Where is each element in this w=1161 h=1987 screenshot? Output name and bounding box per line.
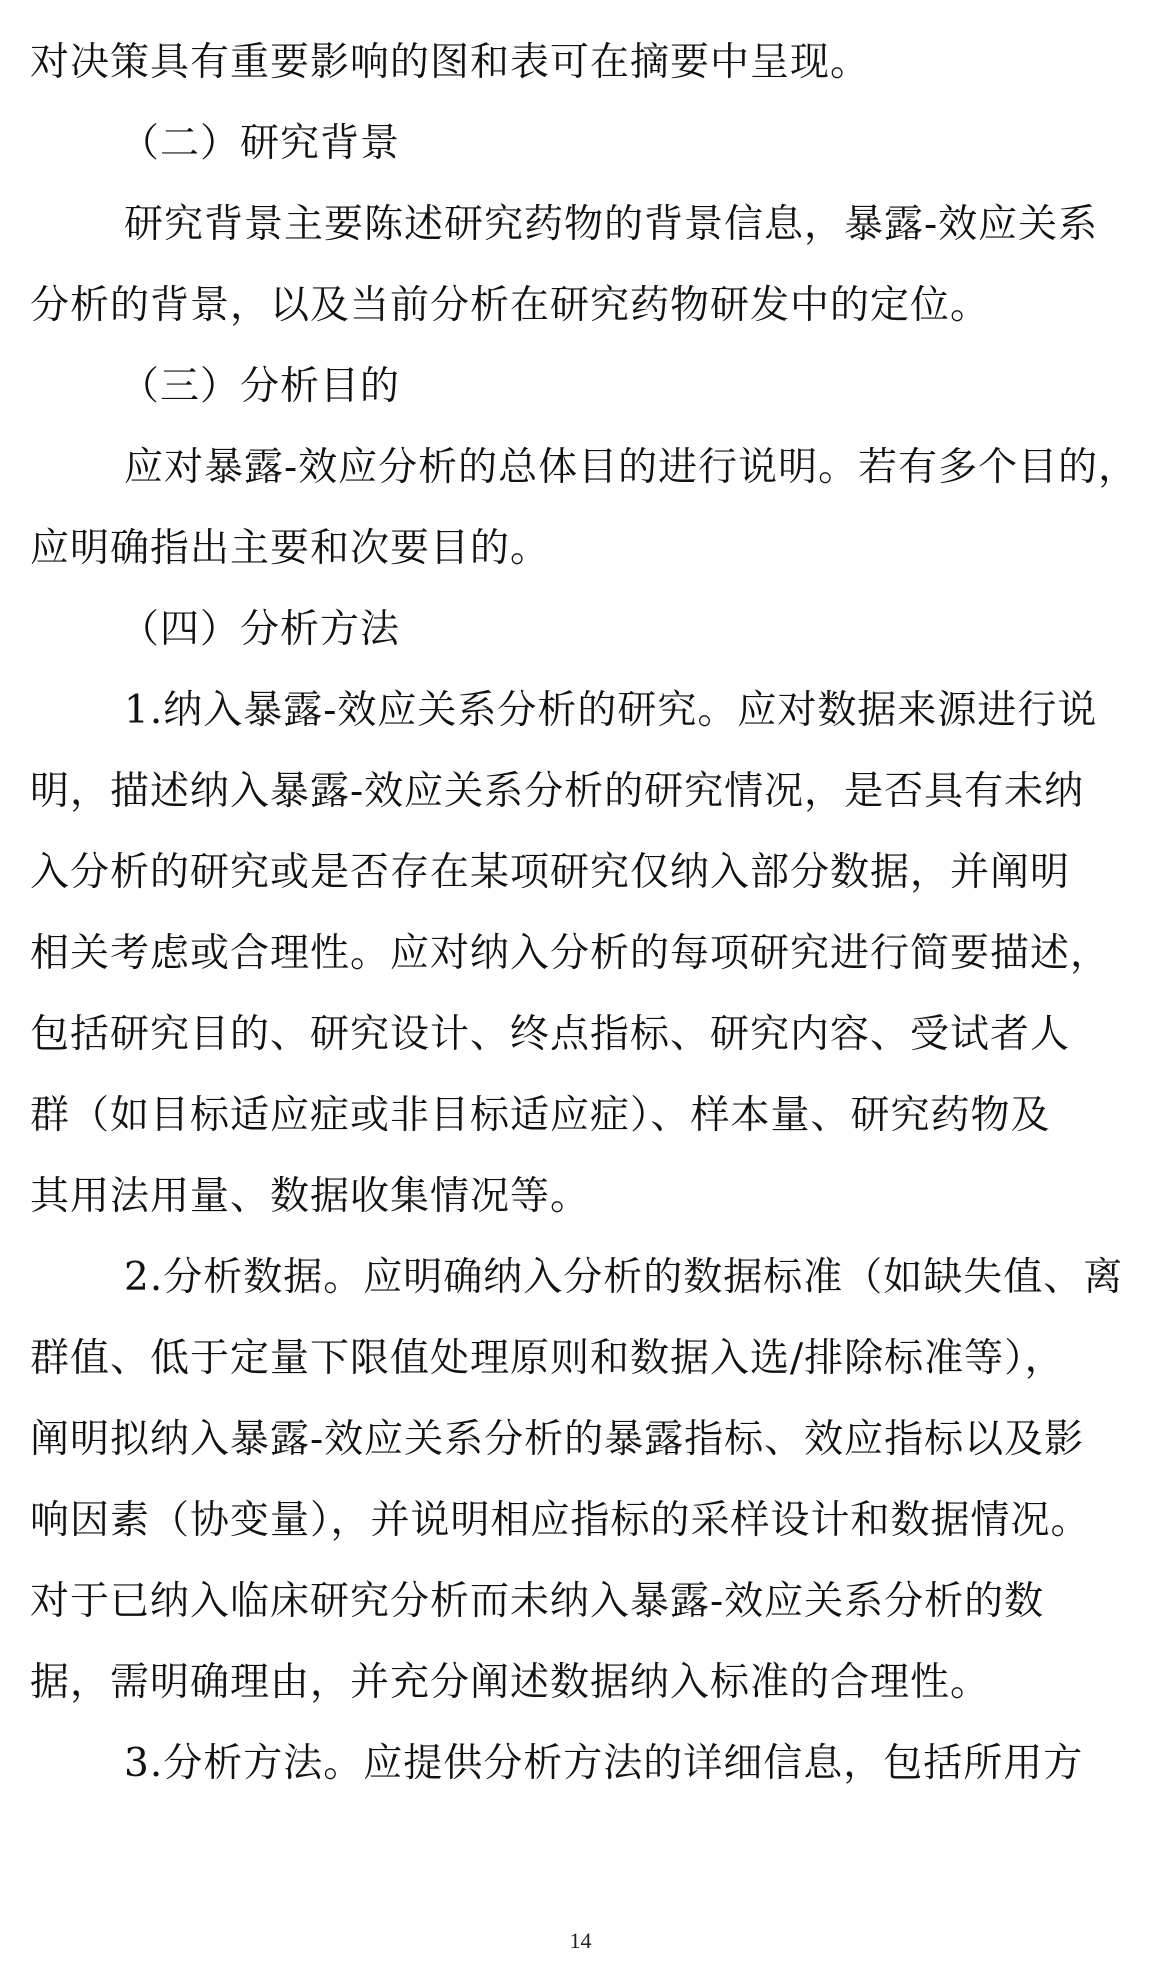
paragraph-line: 3.分析方法。应提供分析方法的详细信息，包括所用方 (124, 1741, 1084, 1786)
paragraph-line: 响因素（协变量），并说明相应指标的采样设计和数据情况。 (30, 1498, 1091, 1543)
paragraph-line: 研究背景主要陈述研究药物的背景信息，暴露-效应关系 (124, 202, 1099, 247)
paragraph-line: 其用法用量、数据收集情况等。 (30, 1174, 591, 1219)
paragraph-line: 阐明拟纳入暴露-效应关系分析的暴露指标、效应指标以及影 (30, 1417, 1085, 1462)
section-heading-methods: （四）分析方法 (120, 607, 401, 652)
paragraph-line: 应对暴露-效应分析的总体目的进行说明。若有多个目的， (124, 445, 1139, 490)
paragraph-line: 明，描述纳入暴露-效应关系分析的研究情况，是否具有未纳 (30, 769, 1085, 814)
paragraph-line: 对于已纳入临床研究分析而未纳入暴露-效应关系分析的数 (30, 1579, 1045, 1624)
paragraph-line: 对决策具有重要影响的图和表可在摘要中呈现。 (30, 40, 871, 85)
paragraph-line: 包括研究目的、研究设计、终点指标、研究内容、受试者人 (30, 1012, 1071, 1057)
paragraph-line: 2.分析数据。应明确纳入分析的数据标准（如缺失值、离 (124, 1255, 1124, 1300)
paragraph-line: 群（如目标适应症或非目标适应症）、样本量、研究药物及 (30, 1093, 1051, 1138)
document-body (30, 22, 1140, 1804)
section-heading-background: （二）研究背景 (120, 121, 401, 166)
page-number: 14 (569, 1928, 592, 1953)
paragraph-line: 1.纳入暴露-效应关系分析的研究。应对数据来源进行说 (124, 688, 1098, 733)
paragraph-line: 据，需明确理由，并充分阐述数据纳入标准的合理性。 (30, 1660, 991, 1705)
paragraph-line: 入分析的研究或是否存在某项研究仅纳入部分数据，并阐明 (30, 850, 1071, 895)
section-heading-purpose: （三）分析目的 (120, 364, 401, 409)
paragraph-line: 应明确指出主要和次要目的。 (30, 526, 551, 571)
paragraph-line: 分析的背景，以及当前分析在研究药物研发中的定位。 (30, 283, 991, 328)
paragraph-line: 相关考虑或合理性。应对纳入分析的每项研究进行简要描述， (30, 931, 1111, 976)
paragraph-line: 群值、低于定量下限值处理原则和数据入选/排除标准等）， (30, 1336, 1065, 1381)
